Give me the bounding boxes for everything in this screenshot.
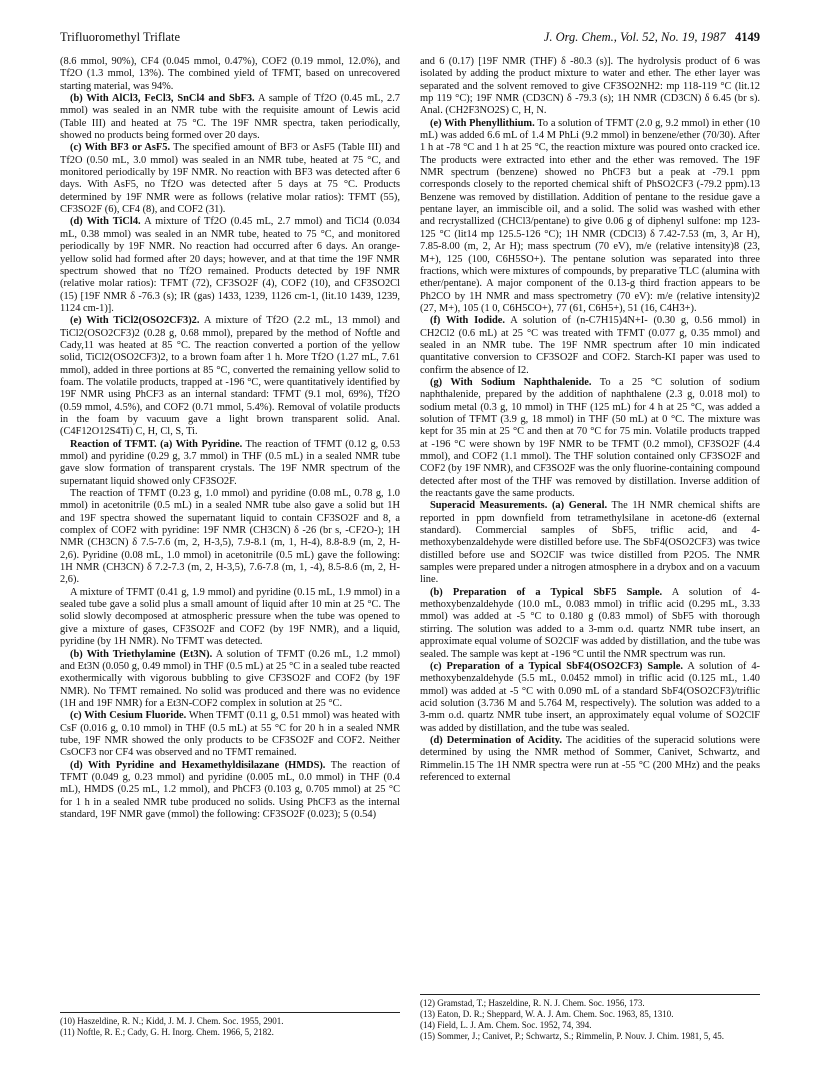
- paragraph: [420, 315, 760, 377]
- journal-name: J. Org. Chem.,: [543, 30, 617, 44]
- left-column: [60, 56, 400, 1037]
- paragraph: [420, 587, 760, 661]
- footnote-rule: [60, 1012, 400, 1013]
- footnotes: [420, 994, 760, 1042]
- footnote: (15) Sommer, J.; Canivet, P.; Schwartz, S.; Rimmelin, P. Nouv. J. Chim. 1981, 5, 45.: [420, 1031, 725, 1041]
- paragraph: [60, 216, 400, 315]
- paragraph-text: The specified amount of BF3 or AsF5 (Table III) and Tf2O (0.50 mL, 3.0 mmol) was sealed in an NMR tube, heated at 75 °C, and monitored periodically by 19F NMR. No reaction with BF3 was detected after 6 days. With AsF5, no Tf2O was detected after 5 days at 75 °C. Products determined by 19F NMR were as follows (relative molar ratios): TFMT (55), CF3SO2F (6), CF4 (8), and COF2 (31).: [60, 142, 400, 216]
- section-heading: (c) With Cesium Fluoride.: [70, 710, 187, 722]
- section-heading: (b) Preparation of a Typical SbF5 Sample.: [430, 586, 663, 598]
- paragraph: [60, 93, 400, 142]
- paragraph-text: A mixture of TFMT (0.41 g, 1.9 mmol) and pyridine (0.15 mL, 1.9 mmol) in a sealed tube gave a solid plus a small amount of liquid after 10 min at 25 °C. The solid slowly decomposed at atmospheric pressure when the tube was opened to give a mixture of gases, CF3SO2F and COF2 (by 19F NMR), and a liquid, pyridine (by 1H NMR). No TFMT was detected.: [60, 586, 400, 648]
- section-heading: (e) With TiCl2(OSO2CF3)2.: [70, 315, 200, 327]
- paragraph-text: The reaction of TFMT (0.23 g, 1.0 mmol) and pyridine (0.08 mL, 0.78 g, 1.0 mmol) in acetonitrile (0.5 mL) in a sealed NMR tube also gave a solid but 1H and 19F spectra showed the supernatant liquid to contain CF3SO2F and 8, a complex of COF2 with pyridine: 19F NMR (CH3CN) δ -26 (br s, -CF2O-); 1H NMR (CH3CN) δ 7.5-7.6 (m, 2, H-3,5), 7.9-8.1 (m, 1, H-4), 8.8-8.9 (m, 2, H-2,6). Pyridine (0.08 mL, 1.0 mmol) in acetonitrile (0.5 mL) gave the following: 1H NMR (CH3CN) δ 7.2-7.3 (m, 2, H-3,5), 7.6-7.8 (m, 1, -4), 8.5-8.6 (m, 2, H-2,6).: [60, 488, 400, 586]
- section-heading: (f) With Iodide.: [430, 315, 505, 327]
- section-heading: Reaction of TFMT. (a) With Pyridine.: [70, 438, 243, 450]
- section-heading: (b) With Triethylamine (Et3N).: [70, 648, 213, 660]
- paragraph-text: When TFMT (0.11 g, 0.51 mmol) was heated with CsF (0.016 g, 0.10 mmol) in THF (0.5 mL) at 55 °C for 20 h in a sealed NMR tube, 19F NMR showed the only products to be CF3SO2F and COF2. Neither CsOCF3 nor CF4 was observed and no TFMT remained.: [60, 710, 400, 759]
- paragraph-text: A solution of 4-methoxybenzaldehyde (5.5 mL, 0.0452 mmol) in triflic acid (0.125 mL, 1.40 mmol) was added at -5 °C with 0.090 mL of a standard SbF4(OSO2CF3)/triflic acid solution (3.736 M and 5.764 M, respectively). The solution was added to a 3-mm o.d. quartz NMR tube insert, an approximately equal volume of SO2ClF was added by distillation, and the tube was sealed.: [420, 660, 760, 734]
- footnote: (14) Field, L. J. Am. Chem. Soc. 1952, 74, 394.: [420, 1020, 592, 1030]
- page-number: 4149: [735, 30, 760, 44]
- paragraph-text: The acidities of the superacid solutions were determined by using the NMR method of Sommer, Canivet, Schwartz, and Rimmelin.15 The 1H NMR spectra were run at -55 °C (200 MHz) and the peaks referenced to external: [420, 734, 760, 783]
- paragraph-text: A sample of Tf2O (0.45 mL, 2.7 mmol) was sealed in an NMR tube with the requisite amount of Lewis acid (Table III) and heated at 75 °C. The 19F NMR spectra, taken periodically, showed no products being formed over 20 days.: [60, 93, 400, 142]
- paragraph-text: A solution of TFMT (0.26 mL, 1.2 mmol) and Et3N (0.050 g, 0.49 mmol) in THF (0.5 mL) at 25 °C in a sealed tube reacted exothermically with vigorous bubbling to give CF3SO2F and COF2 (by 19F NMR). No TFMT remained. No solid was produced and there was no evidence (1H and 19F NMR) for a Et3N-COF2 complex in solution at 25 °C.: [60, 648, 400, 709]
- paragraph: [420, 661, 760, 735]
- paragraph: [420, 500, 760, 586]
- paragraph-text: The reaction of TFMT (0.049 g, 0.23 mmol) and pyridine (0.005 mL, 0.0 mmol) in THF (0.4 mL), HMDS (0.25 mL, 1.2 mmol), and PhCF3 (0.103 g, 0.705 mmol) at 25 °C for 1 h in a sealed NMR tube produced no solids. Using PhCF3 as the internal standard, 19F NMR gave (mmol) the following: CF3SO2F (0.023); 5 (0.54): [60, 759, 400, 820]
- running-title: Trifluoromethyl Triflate: [60, 30, 181, 44]
- section-heading: (d) With Pyridine and Hexamethyldisilazane (HMDS).: [70, 759, 326, 771]
- journal-volume: Vol. 52,: [620, 30, 658, 44]
- section-heading: (d) With TiCl4.: [70, 216, 141, 228]
- paragraph: [420, 118, 760, 316]
- paragraph-text: The 1H NMR chemical shifts are reported in ppm downfield from tetramethylsilane in acetone-d6 (external standard). Commercial samples of SbF5, triflic acid, and 4-methoxybenzaldehyde were distilled before use. The SbF4(OSO2CF3) was twice distilled before use and SO2ClF was twice distilled from P2O5. The NMR samples were prepared under a nitrogen atmosphere in a drybox and on a vacuum line.: [420, 500, 760, 586]
- section-heading: (c) Preparation of a Typical SbF4(OSO2CF3) Sample.: [430, 660, 683, 672]
- paragraph-text: and 6 (0.17) [19F NMR (THF) δ -80.3 (s)]. The hydrolysis product of 6 was isolated by adding the product mixture to water and ether. The ether layer was separated and the solvent removed to give CF3SO2NH2: mp 118-119 °C (lit.12 mp 119 °C); 19F NMR (CD3CN) δ -79.3 (s); 1H NMR (CD3CN) δ 6.45 (br s). Anal. (CH2F3NO2S) C, H, N.: [420, 56, 760, 117]
- paragraph: [60, 56, 400, 93]
- paragraph: [60, 315, 400, 438]
- paragraph-text: To a 25 °C solution of sodium naphthalenide, prepared by the addition of naphthalene (2.3 g, 0.018 mol) to sodium metal (0.3 g, 10 mmol) in THF (125 mL) for 4 h at 25 °C, was added a solution of TFMT (3.9 g, 18 mmol) in THF (50 mL) at 0 °C. The mixture was kept for 35 min at 25 °C and then at 70 °C for 75 min. Volatile products trapped at -196 °C were shown by 19F NMR to be TFMT (0.2 mmol), CF3SO2F (4.4 mmol), and COF2 (1.1 mmol). The THF solution contained only CF3SO2F and COF2 (by 19F NMR), and CF3SO2F was the only fluorine-containing compound detected after most of the THF was removed by distillation. Inverse addition of the reactants gave the same products.: [420, 376, 760, 500]
- paragraph: [60, 760, 400, 822]
- paragraph-text: (8.6 mmol, 90%), CF4 (0.045 mmol, 0.47%), COF2 (0.19 mmol, 12.0%), and Tf2O (1.3 mmol, 13%). The combined yield of TFMT, based on unrecovered starting material, was 94%.: [60, 56, 400, 92]
- footnote: (12) Gramstad, T.; Haszeldine, R. N. J. Chem. Soc. 1956, 173.: [420, 998, 645, 1008]
- paragraph-text: The reaction of TFMT (0.12 g, 0.53 mmol) and pyridine (0.29 g, 3.7 mmol) in THF (0.5 mL) in a sealed NMR tube gave slow formation of transparent crystals. The 19F NMR spectrum of the supernatant liquid showed only CF3SO2F.: [60, 438, 400, 487]
- paragraph: [60, 142, 400, 216]
- section-heading: (b) With AlCl3, FeCl3, SnCl4 and SbF3.: [70, 93, 255, 105]
- paragraph: [60, 488, 400, 587]
- paragraph: [420, 377, 760, 500]
- journal-issue: No. 19, 1987: [661, 30, 726, 44]
- section-heading: Superacid Measurements. (a) General.: [430, 500, 608, 512]
- footnote: (13) Eaton, D. R.; Sheppard, W. A. J. Am. Chem. Soc. 1963, 85, 1310.: [420, 1009, 674, 1019]
- footnote: (10) Haszeldine, R. N.; Kidd, J. M. J. Chem. Soc. 1955, 2901.: [60, 1016, 284, 1026]
- paragraph: [420, 56, 760, 118]
- paragraph: [60, 587, 400, 649]
- paragraph-text: A mixture of Tf2O (0.45 mL, 2.7 mmol) and TiCl4 (0.034 mL, 0.38 mmol) was sealed in an NMR tube, heated to 75 °C, and monitored periodically by 19F NMR. No reaction had occurred after 6 days. An orange-yellow solid had formed after 20 days; however, and at that time the 19F NMR spectrum showed that no Tf2O remained. Products detected by 19F NMR (relative molar ratios): TFMT (72), CF3SO2F (4), COF2 (10), and CF3SO2Cl (15) [19F NMR δ -76.3 (s); IR (gas) 1433, 1239, 1126 cm-1, (lit.10 1439, 1239, 1124 cm-1)].: [60, 216, 400, 314]
- footnote: (11) Noftle, R. E.; Cady, G. H. Inorg. Chem. 1966, 5, 2182.: [60, 1027, 274, 1037]
- paragraph: [60, 710, 400, 759]
- section-heading: (e) With Phenyllithium.: [430, 117, 535, 129]
- paragraph-text: A solution of (n-C7H15)4N+I- (0.30 g, 0.56 mmol) in CH2Cl2 (0.6 mL) at 25 °C was treated with TFMT (0.077 g, 0.35 mmol) and sealed in an NMR tube. The 19F NMR spectrum after 10 min indicated quantitative conversion to CF3SO2F and COF2. Starch-KI paper was used to confirm the absence of I2.: [420, 315, 761, 376]
- footnote-rule: [420, 994, 760, 995]
- paragraph-text: A mixture of Tf2O (2.2 mL, 13 mmol) and TiCl2(OSO2CF3)2 (0.28 g, 0.68 mmol), prepared by the method of Noftle and Cady,11 was heated at 85 °C. The reaction converted a portion of the yellow solid, TiCl2(OSO2CF3)2, to a brown foam after 1 h. More Tf2O (1.27 mL, 7.61 mmol), added in three portions at 85 °C, converted the remaining yellow solid to foam. The volatile products, trapped at -196 °C, were quantitatively identified by 19F NMR using PhCF3 as an internal standard: TFMT (9.1 mol, 69%), Tf2O (0.59 mmol, 4.5%), and COF2 (0.71 mmol, 5.4%). Removal of volatile products in the foam by vacuum gave a light brown transparent solid. Anal. (C4F12O12S4Ti) C, H, Cl, S, Ti.: [60, 315, 400, 438]
- paragraph-text: A solution of 4-methoxybenzaldehyde (10.0 mL, 0.083 mmol) in triflic acid (0.295 mL, 3.33 mmol) was added at -5 °C to 0.180 g (0.83 mmol) of SbF5 with thorough stirring. The solution was added to a 3-mm o.d. quartz NMR tube insert, an approximate equal volume of SO2ClF was added by distillation, and the tube was sealed. The sample was kept at -196 °C until the NMR spectrum was run.: [420, 586, 760, 660]
- paragraph-text: To a solution of TFMT (2.0 g, 9.2 mmol) in ether (10 mL) was added 6.6 mL of 1.4 M PhLi (9.2 mmol) in benzene/ether (70/30). After 1 h at -78 °C and 1 h at 25 °C, the reaction mixture was poured onto cracked ice. The products were extracted into ether and the ether was removed. The 19F NMR spectrum (benzene) showed no PhCF3 but a peak at -79.1 ppm corresponds closely to the reported chemical shift of PhSO2CF3 (-79.2 ppm).13 Benzene was removed by distillation. Addition of pentane to the residue gave a pentane layer, an immiscible oil, and a solid. The solid was washed with ether and recrystallized (CHCl3/pentane) to give 0.06 g of diphenyl sulfone: mp 123-125 °C (lit14 mp 125.5-126 °C); 1H NMR (CDCl3) δ 7.42-7.53 (m, 3, Ar H), 7.85-8.00 (m, 2, Ar H); mass spectrum (70 eV), m/e (relative intensity)8 (23, M+), 125 (100, C6H5SO+). The pentane solution was separated into three fractions, which were mixtures of compounds, by preparative TLC (alumina with ether/pentane). A major component of the 0.13-g third fraction appears to be Ph2CO by 1H NMR and mass spectrometry (70 eV): m/e (relative intensity)2 (27, M+), 105 (1 0, C6H5CO+), 77 (61, C6H5+), 51 (16, C4H3+).: [420, 117, 760, 314]
- section-heading: (c) With BF3 or AsF5.: [70, 142, 171, 154]
- paragraph: [60, 649, 400, 711]
- journal-citation: [544, 30, 760, 45]
- section-heading: (d) Determination of Acidity.: [430, 734, 562, 746]
- right-column: [420, 56, 761, 1041]
- running-header: [60, 30, 760, 50]
- footnotes: [60, 1012, 400, 1038]
- paragraph: [60, 439, 400, 488]
- section-heading: (g) With Sodium Naphthalenide.: [430, 376, 592, 388]
- paragraph: [420, 735, 760, 784]
